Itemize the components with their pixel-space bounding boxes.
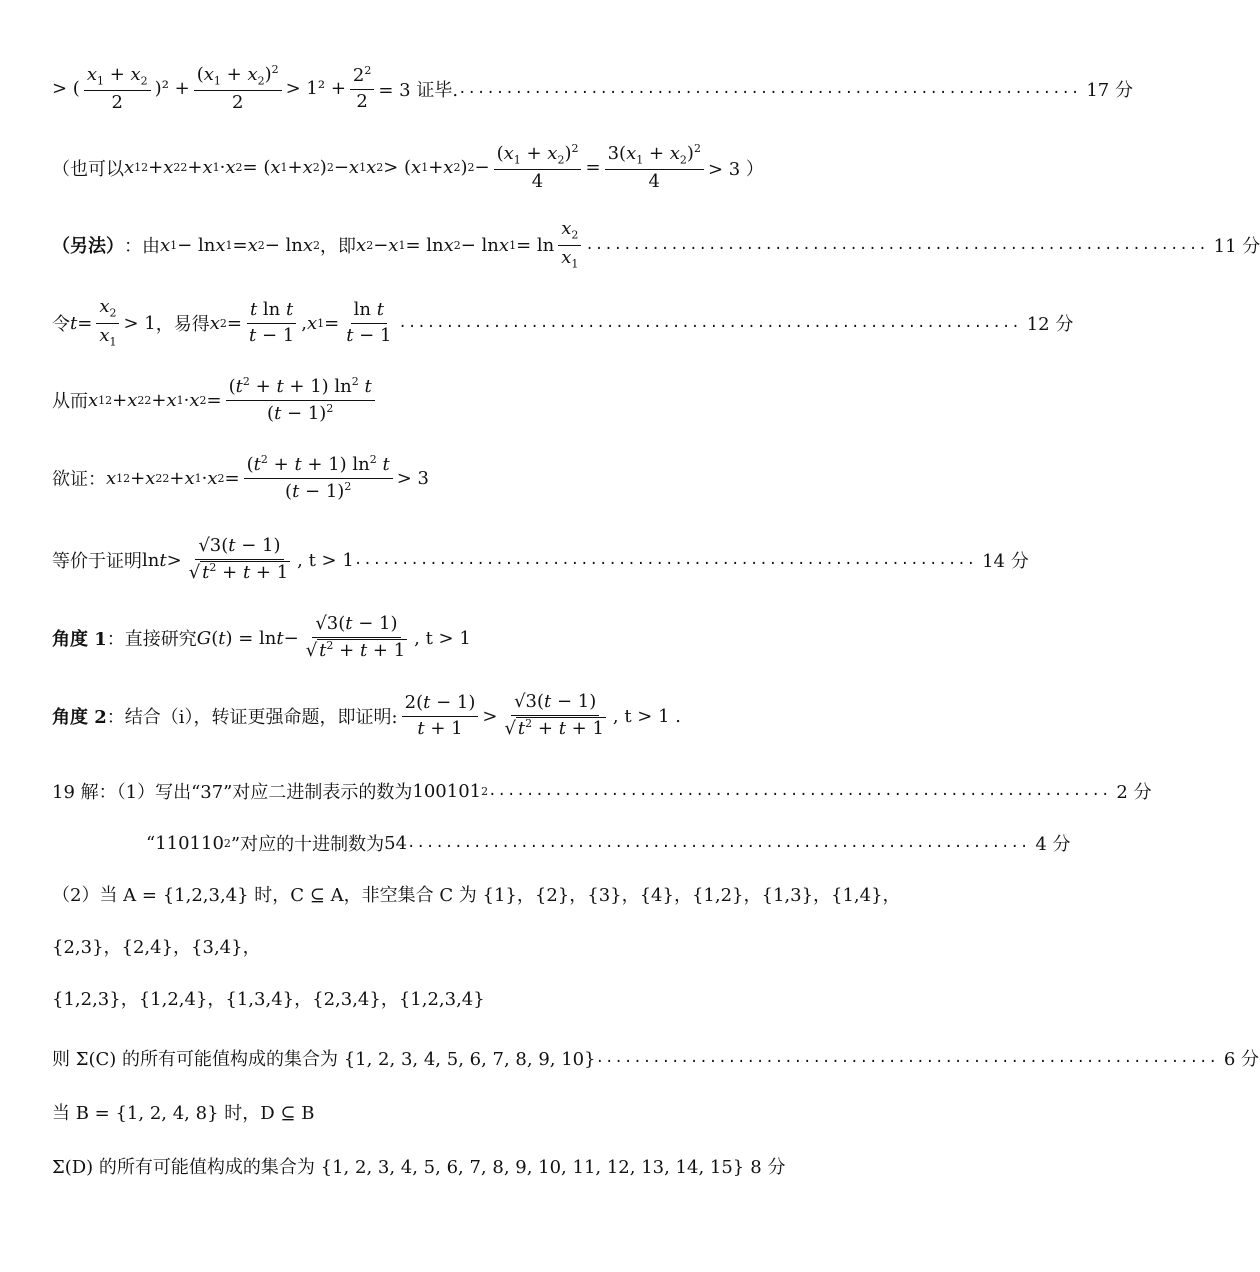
formula: 令 t = $\frac{x_2}{x_1}$ > 1 ，易得 x 2 = $\frac{\text{t ln t}}{t - 1}$ , x 1 = $\frac{\text{ln t}}{t - 1}$ <box>52 297 398 348</box>
line-b-set <box>52 1094 752 1130</box>
fraction: $\frac{3(x_1 + x_2)^2}{4}$ <box>605 143 704 193</box>
fraction: $\frac{(t^2 + t + 1) \ln^2 t}{(t - 1)^2}$ <box>244 454 393 502</box>
fraction: $\frac{√3(t - 1)}{√ t^2 + t + 1}$ <box>188 535 289 583</box>
formula: 角度 1 ：直接研究 G ( t ) = ln t − $\frac{√3(t - 1)}{√ t^2 + t + 1}$ , t > 1 <box>52 613 471 661</box>
score: 14 分 <box>982 551 1029 572</box>
line-11pts <box>52 218 1260 271</box>
line-angle-2 <box>52 688 752 744</box>
fraction: $\frac{(x_1 + x_2)^2}{4}$ <box>494 143 582 193</box>
text: 等价于证明 <box>52 551 142 572</box>
leader-dots: .................................................................. <box>407 835 1030 851</box>
line-8pts <box>52 1148 786 1184</box>
text: )² + <box>154 78 190 100</box>
score: 12 分 <box>1026 314 1074 335</box>
text: 19 解：（1）写出“37”对应二进制表示的数为 <box>52 782 413 803</box>
text: ”对应的十进制数为 <box>230 834 385 855</box>
line-sets-triples <box>52 980 752 1016</box>
text: 令 <box>52 314 70 335</box>
text: > 1² + <box>285 78 346 100</box>
score: 6 分 <box>1223 1049 1260 1070</box>
fraction: $\frac{2(t - 1)}{t + 1}$ <box>402 693 479 739</box>
text: 从而 <box>52 391 88 412</box>
line-6pts <box>52 1040 1260 1076</box>
line-alt-proof <box>52 140 764 196</box>
text: > ( <box>52 78 80 100</box>
text: 则 Σ(C) 的所有可能值构成的集合为 {1, 2, 3, 4, 5, 6, 7, 8, 9, 10} <box>52 1049 596 1070</box>
line-12pts <box>52 296 1074 349</box>
score: 4 分 <box>1035 834 1071 855</box>
label: 角度 2 <box>52 707 107 728</box>
line-sets-pairs <box>52 928 752 964</box>
binary-number: 100101 <box>412 780 482 802</box>
formula: 欲证： x 1 2 + x 2 2 + x 1 · x 2 = $\frac{(t^2 + t + 1) \ln^2 t}{(t - 1)^2}$ > 3 <box>52 452 429 502</box>
line-17pts <box>52 63 1133 114</box>
text: {2,3}，{2,4}，{3,4}， <box>52 937 261 958</box>
text: ：结合（i），转证更强命题，即证明: <box>106 707 398 728</box>
text: 欲证： <box>52 469 106 490</box>
text: ：直接研究 <box>106 629 197 650</box>
line-19-part1 <box>52 774 1152 808</box>
decimal-value: 54 <box>384 832 408 854</box>
fraction: $\frac{(x_1 + x_2)^2}{2}$ <box>194 64 282 114</box>
formula <box>52 64 458 114</box>
formula <box>52 778 488 804</box>
score: 11 分 <box>1213 236 1260 257</box>
formula: （另法） ：由 x 1 − ln x 1 = x 2 − ln x 2 ，即 x 2 − x 1 = ln x 2 − ln x 1 = ln $\frac{x_2}{x_1}$ <box>52 219 585 270</box>
text: , t > 1 . <box>612 705 682 727</box>
text: ：由 <box>124 236 160 257</box>
text: ，易得 <box>155 314 210 335</box>
score: 2 分 <box>1116 782 1152 803</box>
leader-dots: .................................................................. <box>595 1050 1218 1066</box>
label: 角度 1 <box>52 629 107 650</box>
score: 8 分 <box>750 1157 786 1178</box>
fraction: $\frac{√3(t - 1)}{√ t^2 + t + 1}$ <box>305 613 406 661</box>
text: , t > 1 <box>414 627 471 649</box>
text: Σ(D) 的所有可能值构成的集合为 {1, 2, 3, 4, 5, 6, 7, 8, 9, 10, 11, 12, 13, 14, 15} <box>52 1157 745 1178</box>
formula: 从而 x 1 2 + x 2 2 + x 1 · x 2 = $\frac{(t^2 + t + 1) \ln^2 t}{(t - 1)^2}$ <box>52 376 379 424</box>
line-expansion <box>52 374 752 426</box>
fraction: $\frac{\text{t ln t}}{t - 1}$ <box>246 300 297 346</box>
text: = 3 证毕. <box>378 79 459 101</box>
text: （2）当 A = {1,2,3,4} 时，C ⊆ A，非空集合 C 为 {1}，{2}，{3}，{4}，{1,2}，{1,3}，{1,4}， <box>52 885 901 906</box>
line-19-decimal <box>146 826 1071 860</box>
binary-number: 110110 <box>155 832 224 854</box>
formula: （也可以 x 1 2 + x 2 2 + x 1 · x 2 = ( x 1 + x 2 ) 2 − x 1 x 2 > ( x 1 + x 2 ) 2 − $\frac{(x_1 + x_2)^2}{4}$ = $\frac{3(x_1 + x_2)^2}{4}$ > 3 ） <box>52 142 764 193</box>
formula <box>146 830 407 856</box>
line-to-prove <box>52 452 752 504</box>
fraction: $\frac{√3(t - 1)}{√ t^2 + t + 1}$ <box>504 691 604 739</box>
fraction: $\frac{x_1 + x_2}{2}$ <box>84 65 151 114</box>
formula: 角度 2 ：结合（i），转证更强命题，即证明: $\frac{2(t - 1)}{t + 1}$ > $\frac{√3(t - 1)}{√ t^2 + t + 1}$ , t > 1 . <box>52 691 682 739</box>
text: “ <box>146 832 156 854</box>
line-angle-1 <box>52 610 752 666</box>
leader-dots: .................................................................. <box>398 315 1021 331</box>
leader-dots: .................................................................. <box>458 81 1081 97</box>
text: {1,2,3}，{1,2,4}，{1,3,4}，{2,3,4}，{1,2,3,4} <box>52 989 485 1010</box>
base: 2 <box>481 784 489 798</box>
line-19-part2 <box>52 876 901 912</box>
fraction: $\frac{\text{ln t}}{t - 1}$ <box>346 298 392 346</box>
score: 17 分 <box>1086 80 1133 101</box>
text: > 3 <box>396 467 429 489</box>
line-14pts <box>52 532 1029 588</box>
text: （也可以 <box>52 158 124 180</box>
leader-dots: .................................................................. <box>585 237 1208 253</box>
base: 2 <box>223 836 231 850</box>
leader-dots: .................................................................. <box>488 783 1111 799</box>
fraction: $\frac{(t^2 + t + 1) \ln^2 t}{(t - 1)^2}$ <box>226 376 375 424</box>
text: > 3 ） <box>707 158 764 180</box>
leader-dots: .................................................................. <box>353 552 977 568</box>
text: 当 B = {1, 2, 4, 8} 时，D ⊆ B <box>52 1103 315 1124</box>
fraction: $\frac{2^2}{2}$ <box>350 65 374 112</box>
fraction: $\frac{x_2}{x_1}$ <box>96 297 119 348</box>
text: , t > 1 <box>297 549 354 571</box>
fraction: $\frac{x_2}{x_1}$ <box>558 219 581 270</box>
formula: 等价于证明 ln t > $\frac{√3(t - 1)}{√ t^2 + t + 1}$ , t > 1 <box>52 535 354 583</box>
label: （另法） <box>52 236 124 257</box>
